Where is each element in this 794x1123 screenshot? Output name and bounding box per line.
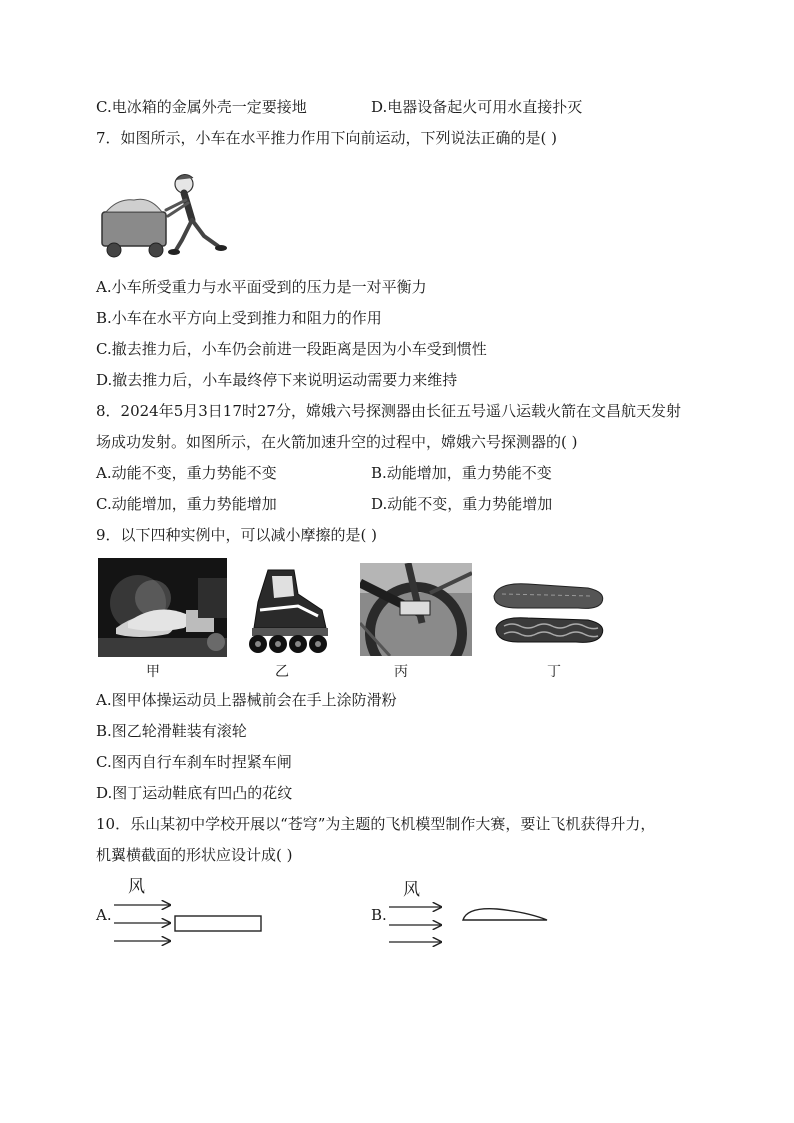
q9-option-c: C.图丙自行车刹车时捏紧车闸 <box>96 753 292 771</box>
q8-option-d: D.动能不变，重力势能增加 <box>371 495 553 513</box>
q9-caption-yi: 乙 <box>275 664 289 680</box>
q9-caption-jia: 甲 <box>146 664 160 680</box>
q7-cart-figure <box>100 170 230 260</box>
q8-option-b: B.动能增加，重力势能不变 <box>371 464 552 482</box>
q6-option-d: D.电器设备起火可用水直接扑灭 <box>371 98 583 116</box>
q8-stem-line2: 场成功发射。如图所示，在火箭加速升空的过程中，嫦娥六号探测器的( ) <box>96 433 578 451</box>
q6-option-c: C.电冰箱的金属外壳一定要接地 <box>96 98 307 116</box>
q10-stem-line1: 10．乐山某初中学校开展以“苍穹”为主题的飞机模型制作大赛，要让飞机获得升力， <box>96 815 656 833</box>
q10-wind-label-a: 风 <box>128 877 145 897</box>
q7-option-a: A.小车所受重力与水平面受到的压力是一对平衡力 <box>96 278 427 296</box>
q10-option-a-label: A. <box>96 906 112 924</box>
q9-option-d: D.图丁运动鞋底有凹凸的花纹 <box>96 784 293 802</box>
q8-option-c: C.动能增加，重力势能增加 <box>96 495 277 513</box>
q9-photo-inline-skate <box>238 566 336 656</box>
q9-photo-shoe-sole <box>488 578 608 648</box>
q10-stem-line2: 机翼横截面的形状应设计成( ) <box>96 846 293 864</box>
q8-option-a: A.动能不变，重力势能不变 <box>96 464 277 482</box>
q10-wind-label-b: 风 <box>403 880 420 900</box>
q9-option-b: B.图乙轮滑鞋装有滚轮 <box>96 722 247 740</box>
q9-photo-bike-brake <box>360 563 472 656</box>
q10-option-b-label: B. <box>371 906 387 924</box>
q7-option-b: B.小车在水平方向上受到推力和阻力的作用 <box>96 309 382 327</box>
q8-stem-line1: 8．2024年5月3日17时27分，嫦娥六号探测器由长征五号遥八运载火箭在文昌航天发射 <box>96 402 681 420</box>
q9-stem: 9．以下四种实例中，可以减小摩擦的是( ) <box>96 526 378 544</box>
q7-option-c: C.撤去推力后，小车仍会前进一段距离是因为小车受到惯性 <box>96 340 487 358</box>
q10-option-a-diagram <box>112 897 267 949</box>
q9-photo-chalk-hands <box>98 558 227 657</box>
flat-wing-section <box>175 916 261 931</box>
q7-stem: 7．如图所示，小车在水平推力作用下向前运动，下列说法正确的是( ) <box>96 129 558 147</box>
airfoil-wing-section <box>463 909 547 920</box>
q9-caption-ding: 丁 <box>547 664 561 680</box>
q10-option-b-diagram <box>387 897 552 949</box>
q9-caption-bing: 丙 <box>394 664 408 680</box>
q7-option-d: D.撤去推力后，小车最终停下来说明运动需要力来维持 <box>96 371 458 389</box>
q9-option-a: A.图甲体操运动员上器械前会在手上涂防滑粉 <box>96 691 397 709</box>
